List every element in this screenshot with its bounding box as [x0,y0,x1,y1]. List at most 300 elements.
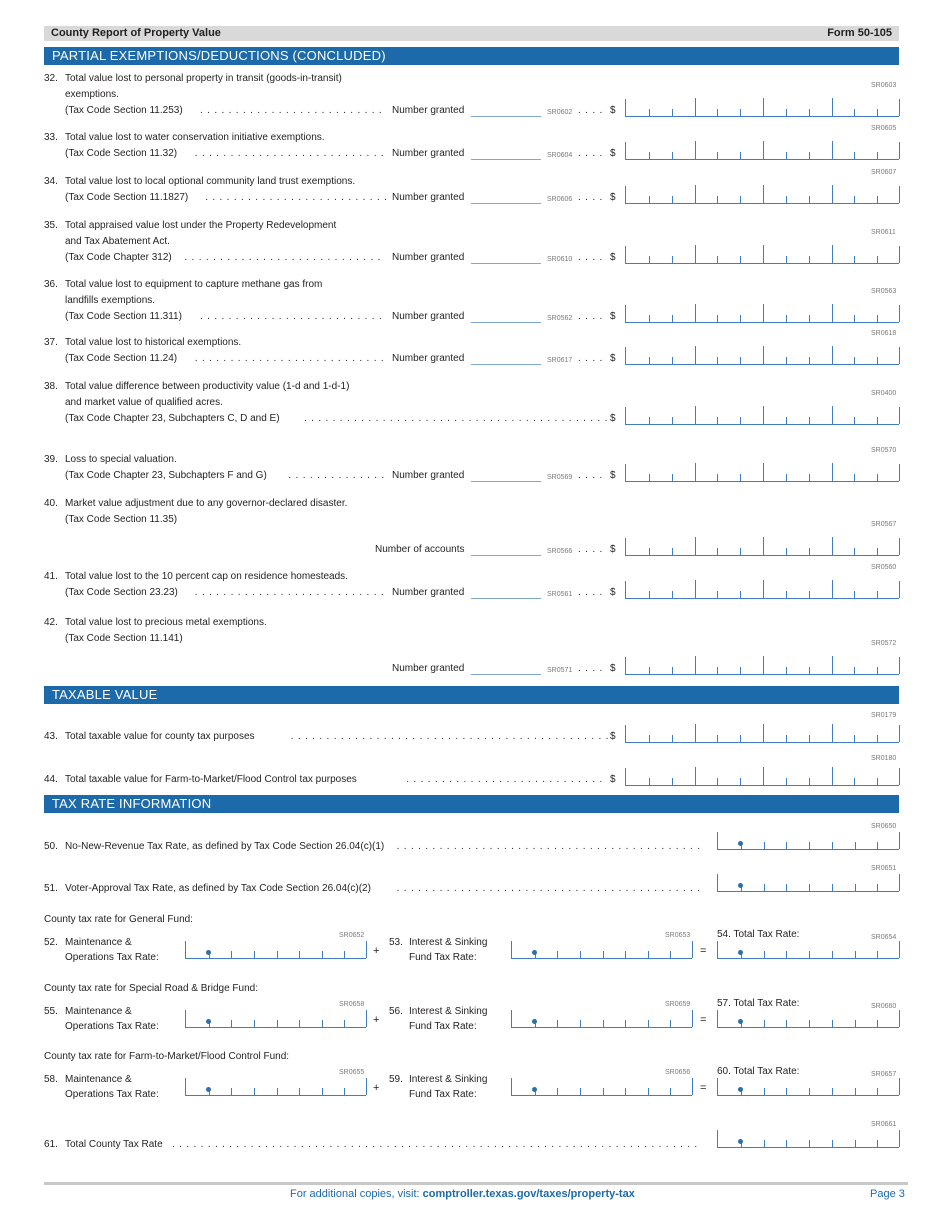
cell-divider [832,767,833,785]
cell-divider [832,1140,833,1147]
cell-divider [649,591,650,598]
item-number: 32. [44,73,58,84]
equals-sign: = [700,1014,707,1026]
cell-divider [786,315,787,322]
cell-divider [809,196,810,203]
item-number: 43. [44,731,58,742]
cell-divider [832,1088,833,1095]
number-granted-label: Number granted [392,105,465,116]
item-35-amount-field[interactable] [625,246,899,264]
item-text: (Tax Code Section 11.35) [65,514,178,525]
section-tax-rate-information: TAX RATE INFORMATION [44,795,899,813]
cell-divider [877,951,878,958]
total-0-rate-field[interactable] [717,941,899,959]
cell-divider [809,109,810,116]
cell-divider [717,778,718,785]
cell-divider [786,591,787,598]
amount-field-code: SR0400 [871,390,897,397]
decimal-point [206,1087,211,1092]
cell-divider [277,1088,278,1095]
number-granted-field[interactable] [471,364,541,365]
cell-divider [763,580,764,598]
cell-divider [809,152,810,159]
cell-divider [854,548,855,555]
cell-divider [877,315,878,322]
cell-divider [877,417,878,424]
number-granted-code: SR0561 [547,591,573,598]
cell-divider [763,767,764,785]
cell-divider [832,346,833,364]
form-number: Form 50-105 [827,27,892,39]
cell-divider [672,548,673,555]
cell-divider [809,256,810,263]
cell-divider [672,667,673,674]
rate-label: Operations Tax Rate: [65,1021,159,1032]
item-number: 34. [44,176,58,187]
item-number: 50. [44,841,58,852]
item-text: Total taxable value for Farm-to-Market/Flood Control tax purposes [65,774,357,785]
total-1-rate-field[interactable] [717,1010,899,1028]
cell-divider [740,315,741,322]
dot-leader: . . . . . . . . . . . . . . . . . . . . . . . . . . . . . . . . . . . . . . . . . . . [304,413,609,424]
number-granted-label: Number granted [392,252,465,263]
cell-divider [625,951,626,958]
cell-divider [740,591,741,598]
cell-divider [809,1140,810,1147]
dot-leader: . . . . . . . . . . . . . . . . . . . . . . . . . . . [194,587,385,598]
amount-field-code: SR0572 [871,640,897,647]
dot-leader: . . . . . . . . . . . . . . . . . . . . . . . . . . [200,105,383,116]
number-granted-code: SR0602 [547,109,573,116]
dot-leader: . . . . [578,105,604,116]
cell-divider [717,667,718,674]
cell-divider [877,1140,878,1147]
cell-divider [786,256,787,263]
mo-55-rate-field[interactable] [185,1010,366,1028]
cell-divider [764,1020,765,1027]
dot-leader: . . . . [578,252,604,263]
item-number: 42. [44,617,58,628]
item-50-rate-field[interactable] [717,832,899,850]
cell-divider [786,842,787,849]
cell-divider [899,99,900,116]
rate-field-code: SR0653 [665,932,691,939]
rate-field-code: SR0656 [665,1069,691,1076]
cell-divider [695,724,696,742]
amount-field-code: SR0180 [871,755,897,762]
footer-link[interactable]: comptroller.texas.gov/taxes/property-tax [422,1188,635,1200]
cell-divider [854,667,855,674]
item-33-amount-field[interactable] [625,142,899,160]
cell-divider [717,315,718,322]
item-text: (Tax Code Section 11.141) [65,633,183,644]
dollar-sign: $ [610,774,616,785]
number-granted-field[interactable] [471,555,541,556]
item-32-amount-field[interactable] [625,99,899,117]
item-44-amount-field[interactable] [625,768,899,786]
rate-label: Maintenance & [65,937,132,948]
cell-divider [899,768,900,785]
number-granted-field[interactable] [471,263,541,264]
cell-divider [832,1020,833,1027]
page-number: Page 3 [870,1188,905,1200]
total-rate-label: 60. Total Tax Rate: [717,1066,800,1077]
number-granted-field[interactable] [471,203,541,204]
decimal-point [532,1019,537,1024]
item-51-rate-field[interactable] [717,874,899,892]
cell-divider [670,1020,671,1027]
cell-divider [299,1088,300,1095]
decimal-point [738,1087,743,1092]
cell-divider [649,417,650,424]
dollar-sign: $ [610,663,616,674]
cell-divider [877,256,878,263]
cell-divider [832,245,833,263]
is-53-rate-field[interactable] [511,941,692,959]
cell-divider [344,1020,345,1027]
cell-divider [763,185,764,203]
cell-divider [366,1010,367,1027]
item-text: (Tax Code Section 11.32) [65,148,178,159]
number-granted-code: SR0606 [547,196,573,203]
rate-field-code: SR0650 [871,823,897,830]
item-text: Total appraised value lost under the Property Redevelopment [65,220,337,231]
cell-divider [877,109,878,116]
rate-field-code: SR0660 [871,1003,897,1010]
cell-divider [855,884,856,891]
equals-sign: = [700,1082,707,1094]
item-text: Total value difference between productivity value (1-d and 1-d-1) [65,381,350,392]
item-text: (Tax Code Section 11.24) [65,353,178,364]
amount-field-code: SR0611 [871,229,896,236]
dot-leader: . . . . . . . . . . . . . . . . . . . . . . . . . . . . . . . . . . . . . . . . . . . . . [290,731,610,742]
amount-field-code: SR0563 [871,288,897,295]
cell-divider [809,951,810,958]
fund-title: County tax rate for Special Road & Bridge Fund: [44,983,259,994]
item-number: 33. [44,132,58,143]
cell-divider [809,735,810,742]
item-number: 59. [389,1074,403,1085]
cell-divider [855,951,856,958]
cell-divider [786,474,787,481]
cell-divider [692,1010,693,1027]
cell-divider [763,98,764,116]
cell-divider [899,407,900,424]
cell-divider [763,656,764,674]
cell-divider [299,951,300,958]
rate-label: Maintenance & [65,1074,132,1085]
cell-divider [557,1088,558,1095]
item-text: Total value lost to the 10 percent cap on residence homesteads. [65,571,348,582]
cell-divider [649,548,650,555]
cell-divider [877,196,878,203]
cell-divider [764,1140,765,1147]
rate-field-code: SR0652 [339,932,365,939]
cell-divider [763,463,764,481]
item-40-amount-field[interactable] [625,538,899,556]
number-granted-label: Number granted [392,663,465,674]
cell-divider [254,1088,255,1095]
dot-leader: . . . . . . . . . . . . . . . . . . . . . . . . . . . [194,353,385,364]
number-granted-code: SR0562 [547,315,573,322]
mo-58-rate-field[interactable] [185,1078,366,1096]
dot-leader: . . . . [578,544,604,555]
item-43-amount-field[interactable] [625,725,899,743]
cell-divider [809,591,810,598]
rate-label: Interest & Sinking [409,937,488,948]
cell-divider [695,656,696,674]
cell-divider [672,256,673,263]
total-rate-label: 54. Total Tax Rate: [717,929,800,940]
cell-divider [649,667,650,674]
cell-divider [695,245,696,263]
cell-divider [740,417,741,424]
cell-divider [672,109,673,116]
footer-prefix: For additional copies, visit: [290,1188,423,1200]
cell-divider [832,141,833,159]
decimal-point [738,883,743,888]
equals-sign: = [700,945,707,957]
cell-divider [809,1088,810,1095]
footer-rule [44,1182,908,1185]
cell-divider [580,1088,581,1095]
dot-leader: . . . . . . . . . . . . . . [288,470,386,481]
cell-divider [832,842,833,849]
decimal-point [738,1019,743,1024]
decimal-point [532,950,537,955]
item-number: 56. [389,1006,403,1017]
rate-label: Fund Tax Rate: [409,1021,477,1032]
item-number: 61. [44,1139,58,1150]
item-text: Total County Tax Rate [65,1139,163,1150]
decimal-point [206,1019,211,1024]
item-text: and market value of qualified acres. [65,397,223,408]
cell-divider [854,591,855,598]
dollar-sign: $ [610,731,616,742]
section-partial-exemptions: PARTIAL EXEMPTIONS/DEDUCTIONS (CONCLUDED) [44,47,899,65]
number-granted-code: SR0569 [547,474,573,481]
cell-divider [625,1088,626,1095]
cell-divider [717,548,718,555]
cell-divider [855,842,856,849]
number-granted-field[interactable] [471,598,541,599]
item-number: 44. [44,774,58,785]
cell-divider [695,98,696,116]
mo-52-rate-field[interactable] [185,941,366,959]
cell-divider [670,951,671,958]
decimal-point [532,1087,537,1092]
cell-divider [832,463,833,481]
item-text: Total value lost to local optional community land trust exemptions. [65,176,356,187]
cell-divider [764,884,765,891]
item-text: (Tax Code Chapter 23, Subchapters F and G) [65,470,267,481]
cell-divider [832,304,833,322]
rate-field-code: SR0661 [871,1121,897,1128]
cell-divider [809,667,810,674]
cell-divider [877,667,878,674]
cell-divider [809,417,810,424]
cell-divider [299,1020,300,1027]
cell-divider [832,406,833,424]
cell-divider [695,141,696,159]
cell-divider [695,463,696,481]
cell-divider [899,1010,900,1027]
cell-divider [786,951,787,958]
cell-divider [877,548,878,555]
rate-field-code: SR0654 [871,934,897,941]
item-38-amount-field[interactable] [625,407,899,425]
cell-divider [695,346,696,364]
cell-divider [672,357,673,364]
cell-divider [692,941,693,958]
form-title: County Report of Property Value [51,27,221,39]
dollar-sign: $ [610,192,616,203]
cell-divider [786,778,787,785]
cell-divider [899,832,900,849]
item-61-rate-field[interactable] [717,1130,899,1148]
number-granted-code: SR0610 [547,256,573,263]
cell-divider [786,357,787,364]
cell-divider [603,951,604,958]
item-number: 36. [44,279,58,290]
cell-divider [740,109,741,116]
cell-divider [717,735,718,742]
cell-divider [672,735,673,742]
number-granted-label: Number granted [392,353,465,364]
number-granted-code: SR0617 [547,357,573,364]
item-text: (Tax Code Chapter 312) [65,252,172,263]
item-41-amount-field[interactable] [625,581,899,599]
cell-divider [899,142,900,159]
cell-divider [717,417,718,424]
cell-divider [625,1020,626,1027]
cell-divider [854,152,855,159]
number-granted-field[interactable] [471,322,541,323]
cell-divider [557,951,558,958]
cell-divider [717,591,718,598]
number-granted-code: SR0604 [547,152,573,159]
amount-field-code: SR0560 [871,564,897,571]
cell-divider [763,406,764,424]
dot-leader: . . . . . . . . . . . . . . . . . . . . . . . . . . [200,311,383,322]
item-39-amount-field[interactable] [625,464,899,482]
cell-divider [649,778,650,785]
cell-divider [695,580,696,598]
cell-divider [877,591,878,598]
item-36-amount-field[interactable] [625,305,899,323]
item-number: 55. [44,1006,58,1017]
cell-divider [854,196,855,203]
cell-divider [832,537,833,555]
amount-field-code: SR0570 [871,447,897,454]
cell-divider [786,152,787,159]
cell-divider [899,305,900,322]
item-42-amount-field[interactable] [625,657,899,675]
number-granted-field[interactable] [471,481,541,482]
is-56-rate-field[interactable] [511,1010,692,1028]
cell-divider [649,474,650,481]
fund-title: County tax rate for Farm-to-Market/Flood Control Fund: [44,1051,290,1062]
cell-divider [786,884,787,891]
dot-leader: . . . . [578,470,604,481]
item-text: (Tax Code Section 11.1827) [65,192,189,203]
is-59-rate-field[interactable] [511,1078,692,1096]
cell-divider [322,951,323,958]
rate-label: Fund Tax Rate: [409,1089,477,1100]
cell-divider [603,1020,604,1027]
dollar-sign: $ [610,353,616,364]
cell-divider [832,724,833,742]
item-text: Total value lost to water conservation initiative exemptions. [65,132,325,143]
cell-divider [855,1088,856,1095]
cell-divider [899,538,900,555]
cell-divider [277,951,278,958]
item-text: (Tax Code Chapter 23, Subchapters C, D and E) [65,413,280,424]
cell-divider [899,941,900,958]
cell-divider [786,1088,787,1095]
cell-divider [649,357,650,364]
number-granted-field[interactable] [471,159,541,160]
cell-divider [899,1130,900,1147]
cell-divider [763,724,764,742]
cell-divider [877,152,878,159]
amount-field-code: SR0607 [871,169,897,176]
item-number: 35. [44,220,58,231]
item-text: No-New-Revenue Tax Rate, as defined by Tax Code Section 26.04(c)(1) [65,841,385,852]
plus-sign: + [373,1082,380,1094]
dollar-sign: $ [610,252,616,263]
decimal-point [738,841,743,846]
item-34-amount-field[interactable] [625,186,899,204]
cell-divider [344,1088,345,1095]
section-taxable-value: TAXABLE VALUE [44,686,899,704]
cell-divider [322,1020,323,1027]
number-granted-label: Number granted [392,587,465,598]
number-granted-field[interactable] [471,674,541,675]
cell-divider [832,580,833,598]
plus-sign: + [373,945,380,957]
total-2-rate-field[interactable] [717,1078,899,1096]
plus-sign: + [373,1014,380,1026]
cell-divider [672,474,673,481]
cell-divider [877,357,878,364]
amount-field-code: SR0605 [871,125,897,132]
cell-divider [854,474,855,481]
cell-divider [877,778,878,785]
cell-divider [877,884,878,891]
item-text: Total value lost to historical exemptions. [65,337,242,348]
item-number: 37. [44,337,58,348]
dot-leader: . . . . . . . . . . . . . . . . . . . . . . . . . . [205,192,388,203]
cell-divider [740,474,741,481]
cell-divider [672,778,673,785]
decimal-point [738,950,743,955]
cell-divider [855,1020,856,1027]
cell-divider [854,256,855,263]
cell-divider [695,767,696,785]
cell-divider [809,357,810,364]
cell-divider [763,245,764,263]
cell-divider [854,778,855,785]
cell-divider [854,417,855,424]
cell-divider [717,256,718,263]
number-granted-field[interactable] [471,116,541,117]
cell-divider [344,951,345,958]
cell-divider [854,735,855,742]
cell-divider [809,474,810,481]
footer-text [290,1188,635,1200]
item-37-amount-field[interactable] [625,347,899,365]
